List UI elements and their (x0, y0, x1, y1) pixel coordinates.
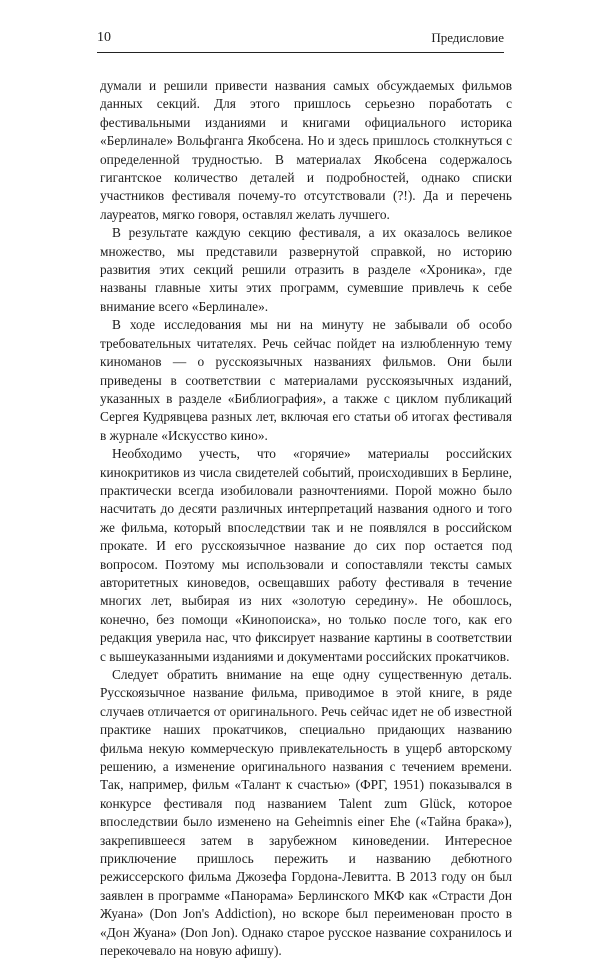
paragraph: думали и решили привести названия самых обсуждаемых фильмов данных секций. Для этого пришлось серьезно поработать с фестивальными изданиями и книгами официального историка «Берлинале» Вольфганга Якобсена. Но и здесь пришлось столкнуться с определенной трудностью. В материалах Якобсена содержалось гигантское количество деталей и подробностей, однако списки участников фестиваля почему-то отсутствовали (?!). Да и перечень лауреатов, мягко говоря, оставлял желать лучшего. (100, 78, 512, 222)
paragraph: В ходе исследования мы ни на минуту не забывали об особо требовательных читателях. Речь сейчас пойдет на излюбленную тему киноманов — о русскоязычных названиях фильмов. Они были приведены в соответствии с материалами русскоязычных изданий, указанных в разделе «Библиография», а также с циклом публикаций Сергея Кудрявцева разных лет, включая его статьи об итогах фестиваля в журнале «Искусство кино». (100, 317, 512, 443)
paragraph: Следует обратить внимание на еще одну существенную деталь. Русскоязычное название фильма, приводимое в этой книге, в ряде случаев отличается от оригинального. Речь сейчас идет не об известной практике наших прокатчиков, специально придающих названию фильма некую коммерческую привлекательность в ущерб авторскому решению, а изменение оригинального названия с течением времени. Так, например, фильм «Талант к счастью» (ФРГ, 1951) показывался в конкурсе фестиваля под названием Talent zum Glück, которое впоследствии было изменено на Geheimnis einer Ehe («Тайна брака»), закрепившееся затем в зарубежном киноведении. Интересное приключение пришлось пережить и названию дебютного режиссерского фильма Джозефа Гордона-Левитта. В 2013 году он был заявлен в программе «Панорама» Берлинского МКФ как «Страсти Дон Жуана» (Don Jon's Addiction), но вскоре был переименован просто в «Дон Жуана» (Don Jon). Однако старое русское название сохранилось и перекочевало на новую афишу). (100, 667, 512, 959)
body-text (100, 77, 512, 961)
page-number: 10 (97, 30, 111, 45)
paragraph: Необходимо учесть, что «горячие» материалы российских кинокритиков из числа свидетелей событий, происходивших в Берлине, практически всегда изобиловали разночтениями. Порой можно было насчитать до десяти различных интерпретаций названия одного и того же фильма, который впоследствии так и не появлялся в российском прокате. И его русскоязычное название до сих пор остается под вопросом. Поэтому мы использовали и сопоставляли тексты самых авторитетных киноведов, освещавших работу фестиваля в течение многих лет, выбирая из них «золотую середину». Не обошлось, конечно, без помощи «Кинопоиска», но только после того, как его редакция уверила нас, что фиксирует название картины в соответствии с вышеуказанными изданиями и документами российских прокатчиков. (100, 446, 512, 664)
running-title: Предисловие (431, 30, 504, 45)
paragraph: В результате каждую секцию фестиваля, а их оказалось великое множество, мы представили развернутой справкой, но историю развития этих секций решили отразить в разделе «Хроника», где названы главные хиты этих программ, сумевшие привлечь к себе внимание всего «Берлинале». (100, 225, 512, 314)
running-header (97, 30, 504, 53)
